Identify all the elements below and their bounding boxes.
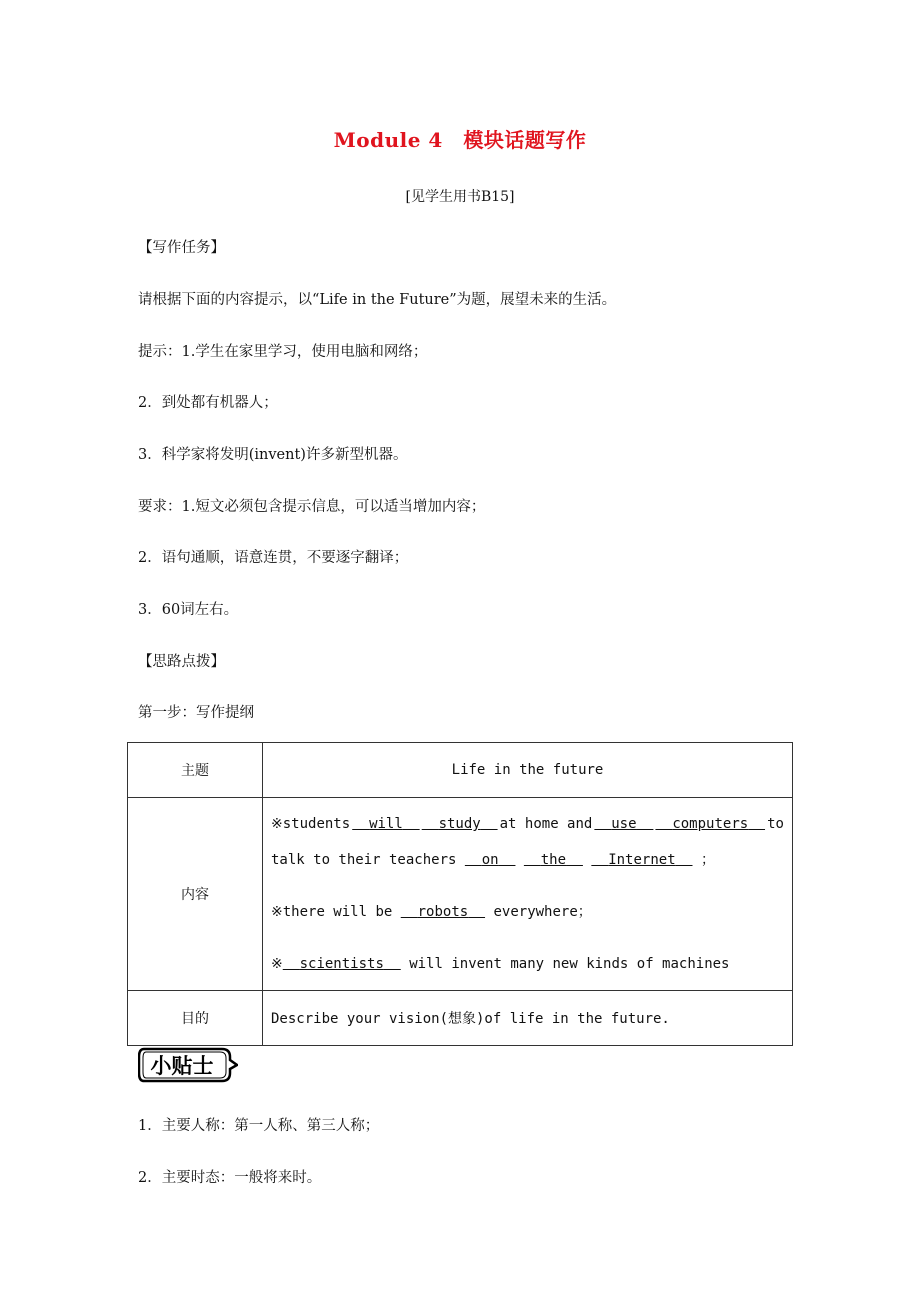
row-label-purpose: 目的	[128, 991, 263, 1046]
row-value-topic: Life in the future	[263, 743, 793, 798]
row-value-purpose: Describe your vision(想象)of life in the future.	[263, 991, 793, 1046]
tip-2: 2．主要时态：一般将来时。	[138, 1170, 322, 1186]
outline-table	[127, 742, 793, 1046]
think-heading: 【思路点拨】	[138, 654, 225, 670]
step-1: 第一步：写作提纲	[138, 705, 254, 721]
page-title: Module 4 模块话题写作	[333, 128, 587, 152]
content-text: ；	[700, 852, 715, 868]
answer-blank: use	[611, 816, 637, 832]
hint-1: 提示：1.学生在家里学习，使用电脑和网络；	[138, 344, 428, 360]
task-heading: 【写作任务】	[138, 240, 225, 256]
requirement-1: 要求：1.短文必须包含提示信息，可以适当增加内容；	[138, 499, 486, 515]
content-text: ※	[271, 956, 283, 972]
content-text: to	[767, 816, 784, 832]
answer-blank: scientists	[299, 956, 384, 972]
answer-blank: on	[481, 852, 499, 868]
row-value-content	[263, 798, 793, 991]
content-text: talk to their teachers	[271, 852, 457, 868]
content-line-1	[271, 814, 784, 834]
answer-blank: Internet	[608, 852, 676, 868]
content-text: ※students	[271, 816, 351, 832]
tip-1: 1．主要人称：第一人称、第三人称；	[138, 1118, 380, 1134]
content-text: everywhere；	[493, 904, 592, 920]
answer-blank: the	[540, 852, 567, 868]
row-label-content: 内容	[128, 798, 263, 991]
content-text: will invent many new kinds of machines	[409, 956, 730, 972]
reference-note: [见学生用书B15]	[405, 189, 515, 205]
content-text: at home and	[499, 816, 593, 832]
answer-blank: will	[369, 816, 403, 832]
table-row	[128, 991, 793, 1046]
answer-blank: computers	[672, 816, 749, 832]
table-row	[128, 743, 793, 798]
tips-badge	[138, 1046, 238, 1084]
hint-2: 2．到处都有机器人；	[138, 395, 278, 411]
content-line-3	[271, 902, 784, 922]
requirement-3: 3．60词左右。	[138, 602, 239, 618]
content-line-4	[271, 954, 784, 974]
table-row	[128, 798, 793, 991]
requirement-2: 2．语句通顺，语意连贯，不要逐字翻译；	[138, 550, 409, 566]
row-label-topic: 主题	[128, 743, 263, 798]
answer-blank: study	[438, 816, 481, 832]
tips-badge-label: 小贴士	[150, 1054, 214, 1078]
hint-3: 3．科学家将发明(invent)许多新型机器。	[138, 447, 408, 463]
speech-bubble-icon	[138, 1046, 238, 1084]
content-text: ※there will be	[271, 904, 393, 920]
task-text: 请根据下面的内容提示，以“Life in the Future”为题，展望未来的生活。	[138, 292, 617, 308]
answer-blank: robots	[417, 904, 469, 920]
content-line-2	[271, 850, 784, 870]
